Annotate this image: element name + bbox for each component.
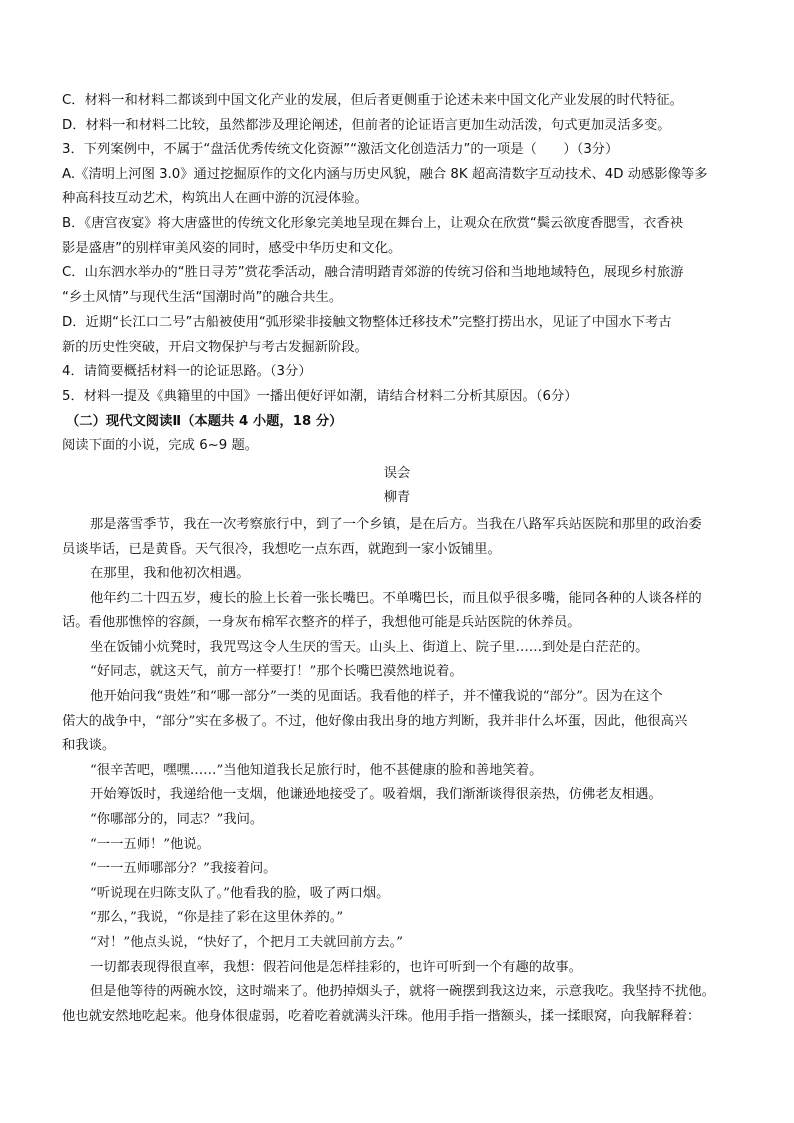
story-author: 柳青 (383, 490, 411, 505)
q3-option-c-line2: “乡土风情”与现代生活“国潮时尚”的融合共生。 (62, 290, 343, 305)
story-line: “很辛苦吧，嘿嘿……”当他知道我长足旅行时，他不甚健康的脸和善地笑着。 (90, 763, 543, 778)
q3-option-d-line2: 新的历史性突破，开启文物保护与考古发掘新阶段。 (62, 340, 368, 355)
story-line: 员谈毕话，已是黄昏。天气很冷，我想吃一点东西，就跑到一家小饭铺里。 (62, 542, 501, 557)
q2-option-c: C．材料一和材料二都谈到中国文化产业的发展，但后者更侧重于论述未来中国文化产业发展的时代特征。 (62, 93, 683, 108)
q3-option-b-line2: 影是盛唐”的别样审美风姿的同时，感受中华历史和文化。 (62, 241, 402, 256)
story-line: 他开始问我“贵姓”和“哪一部分”一类的见面话。我看他的样子，并不懂我说的“部分”。因为在这个 (90, 689, 663, 704)
story-line: 一切都表现得很直率，我想：假若问他是怎样挂彩的，也许可听到一个有趣的故事。 (90, 960, 582, 975)
story-line: 但是他等待的两碗水饺，这时端来了。他扔掉烟头子，就将一碗摆到我这边来，示意我吃。我坚持不扰他。 (90, 984, 715, 999)
story-line: “对！”他点头说，“快好了，个把月工夫就回前方去。” (90, 935, 404, 950)
section-title: （二）现代文阅读Ⅱ（本题共 4 小题，18 分） (66, 414, 343, 429)
q3-option-d-line1: D．近期“长江口二号”古船被使用“弧形梁非接触文物整体迁移技术”完整打捞出水，见证了中国水下考古 (62, 315, 672, 330)
story-line: “一一五师！”他说。 (90, 837, 210, 852)
story-line: 开始筹饭时，我递给他一支烟，他谦逊地接受了。吸着烟，我们渐渐谈得很亲热，仿佛老友相遇。 (90, 787, 662, 802)
story-line: “好同志，就这天气，前方一样要打！”那个长嘴巴漠然地说着。 (90, 664, 463, 679)
story-line: 话。看他那憔悴的容颜，一身灰布棉军衣整齐的样子，我想他可能是兵站医院的休养员。 (62, 615, 581, 630)
story-line: 他年约二十四五岁，瘦长的脸上长着一张长嘴巴。不单嘴巴长，而且似乎很多嘴，能同各种的人谈各样的 (90, 591, 702, 606)
story-title: 误会 (383, 466, 411, 481)
story-line: “一一五师哪部分？”我接着问。 (90, 861, 277, 876)
section-instruction: 阅读下面的小说，完成 6~9 题。 (62, 438, 259, 453)
q3-stem: 3．下列案例中，不属于“盘活优秀传统文化资源”“激活文化创造活力”的一项是（ ）（3分） (62, 142, 619, 157)
q4-stem: 4．请简要概括材料一的论证思路。（3分） (62, 364, 312, 379)
story-line: 那是落雪季节，我在一次考察旅行中，到了一个乡镇，是在后方。当我在八路军兵站医院和那里的政治委 (90, 517, 702, 532)
q3-option-b-line1: B．《唐宫夜宴》将大唐盛世的传统文化形象完美地呈现在舞台上，让观众在欣赏“鬓云欲度香腮雪，衣香袂 (62, 216, 684, 231)
q3-option-a-line2: 种高科技互动艺术，构筑出人在画中游的沉浸体验。 (62, 191, 368, 206)
story-line: “那么，”我说，“你是挂了彩在这里休养的。” (90, 910, 344, 925)
story-line: 和我谈。 (62, 738, 116, 753)
story-line: “你哪部分的，同志？”我问。 (90, 812, 264, 827)
q2-option-d: D．材料一和材料二比较，虽然都涉及理论阐述，但前者的论证语言更加生动活泼，句式更加灵活多变。 (62, 118, 671, 133)
story-line: 在那里，我和他初次相遇。 (90, 566, 250, 581)
story-line: 坐在饭铺小炕凳时，我咒骂这令人生厌的雪天。山头上、街道上、院子里……到处是白茫茫的。 (90, 640, 649, 655)
story-line: “听说现在归陈支队了。”他看我的脸，吸了两口烟。 (90, 886, 390, 901)
q5-stem: 5．材料一提及《典籍里的中国》一播出便好评如潮，请结合材料二分析其原因。（6分） (62, 389, 578, 404)
story-line: 偌大的战争中，“部分”实在多极了。不过，他好像由我出身的地方判断，我并非什么坏蛋，因此，他很高兴 (62, 714, 688, 729)
q3-option-c-line1: C．山东泗水举办的“胜日寻芳”赏花季活动，融合清明踏青郊游的传统习俗和当地地域特色，展现乡村旅游 (62, 265, 684, 280)
q3-option-a-line1: A.《清明上河图 3.0》通过挖掘原作的文化内涵与历史风貌，融合 8K 超高清数字互动技术、4D 动感影像等多 (62, 167, 708, 182)
story-line: 他也就安然地吃起来。他身体很虚弱，吃着吃着就满头汗珠。他用手指一揩额头，揉一揉眼窝，向我解释着： (62, 1009, 701, 1024)
